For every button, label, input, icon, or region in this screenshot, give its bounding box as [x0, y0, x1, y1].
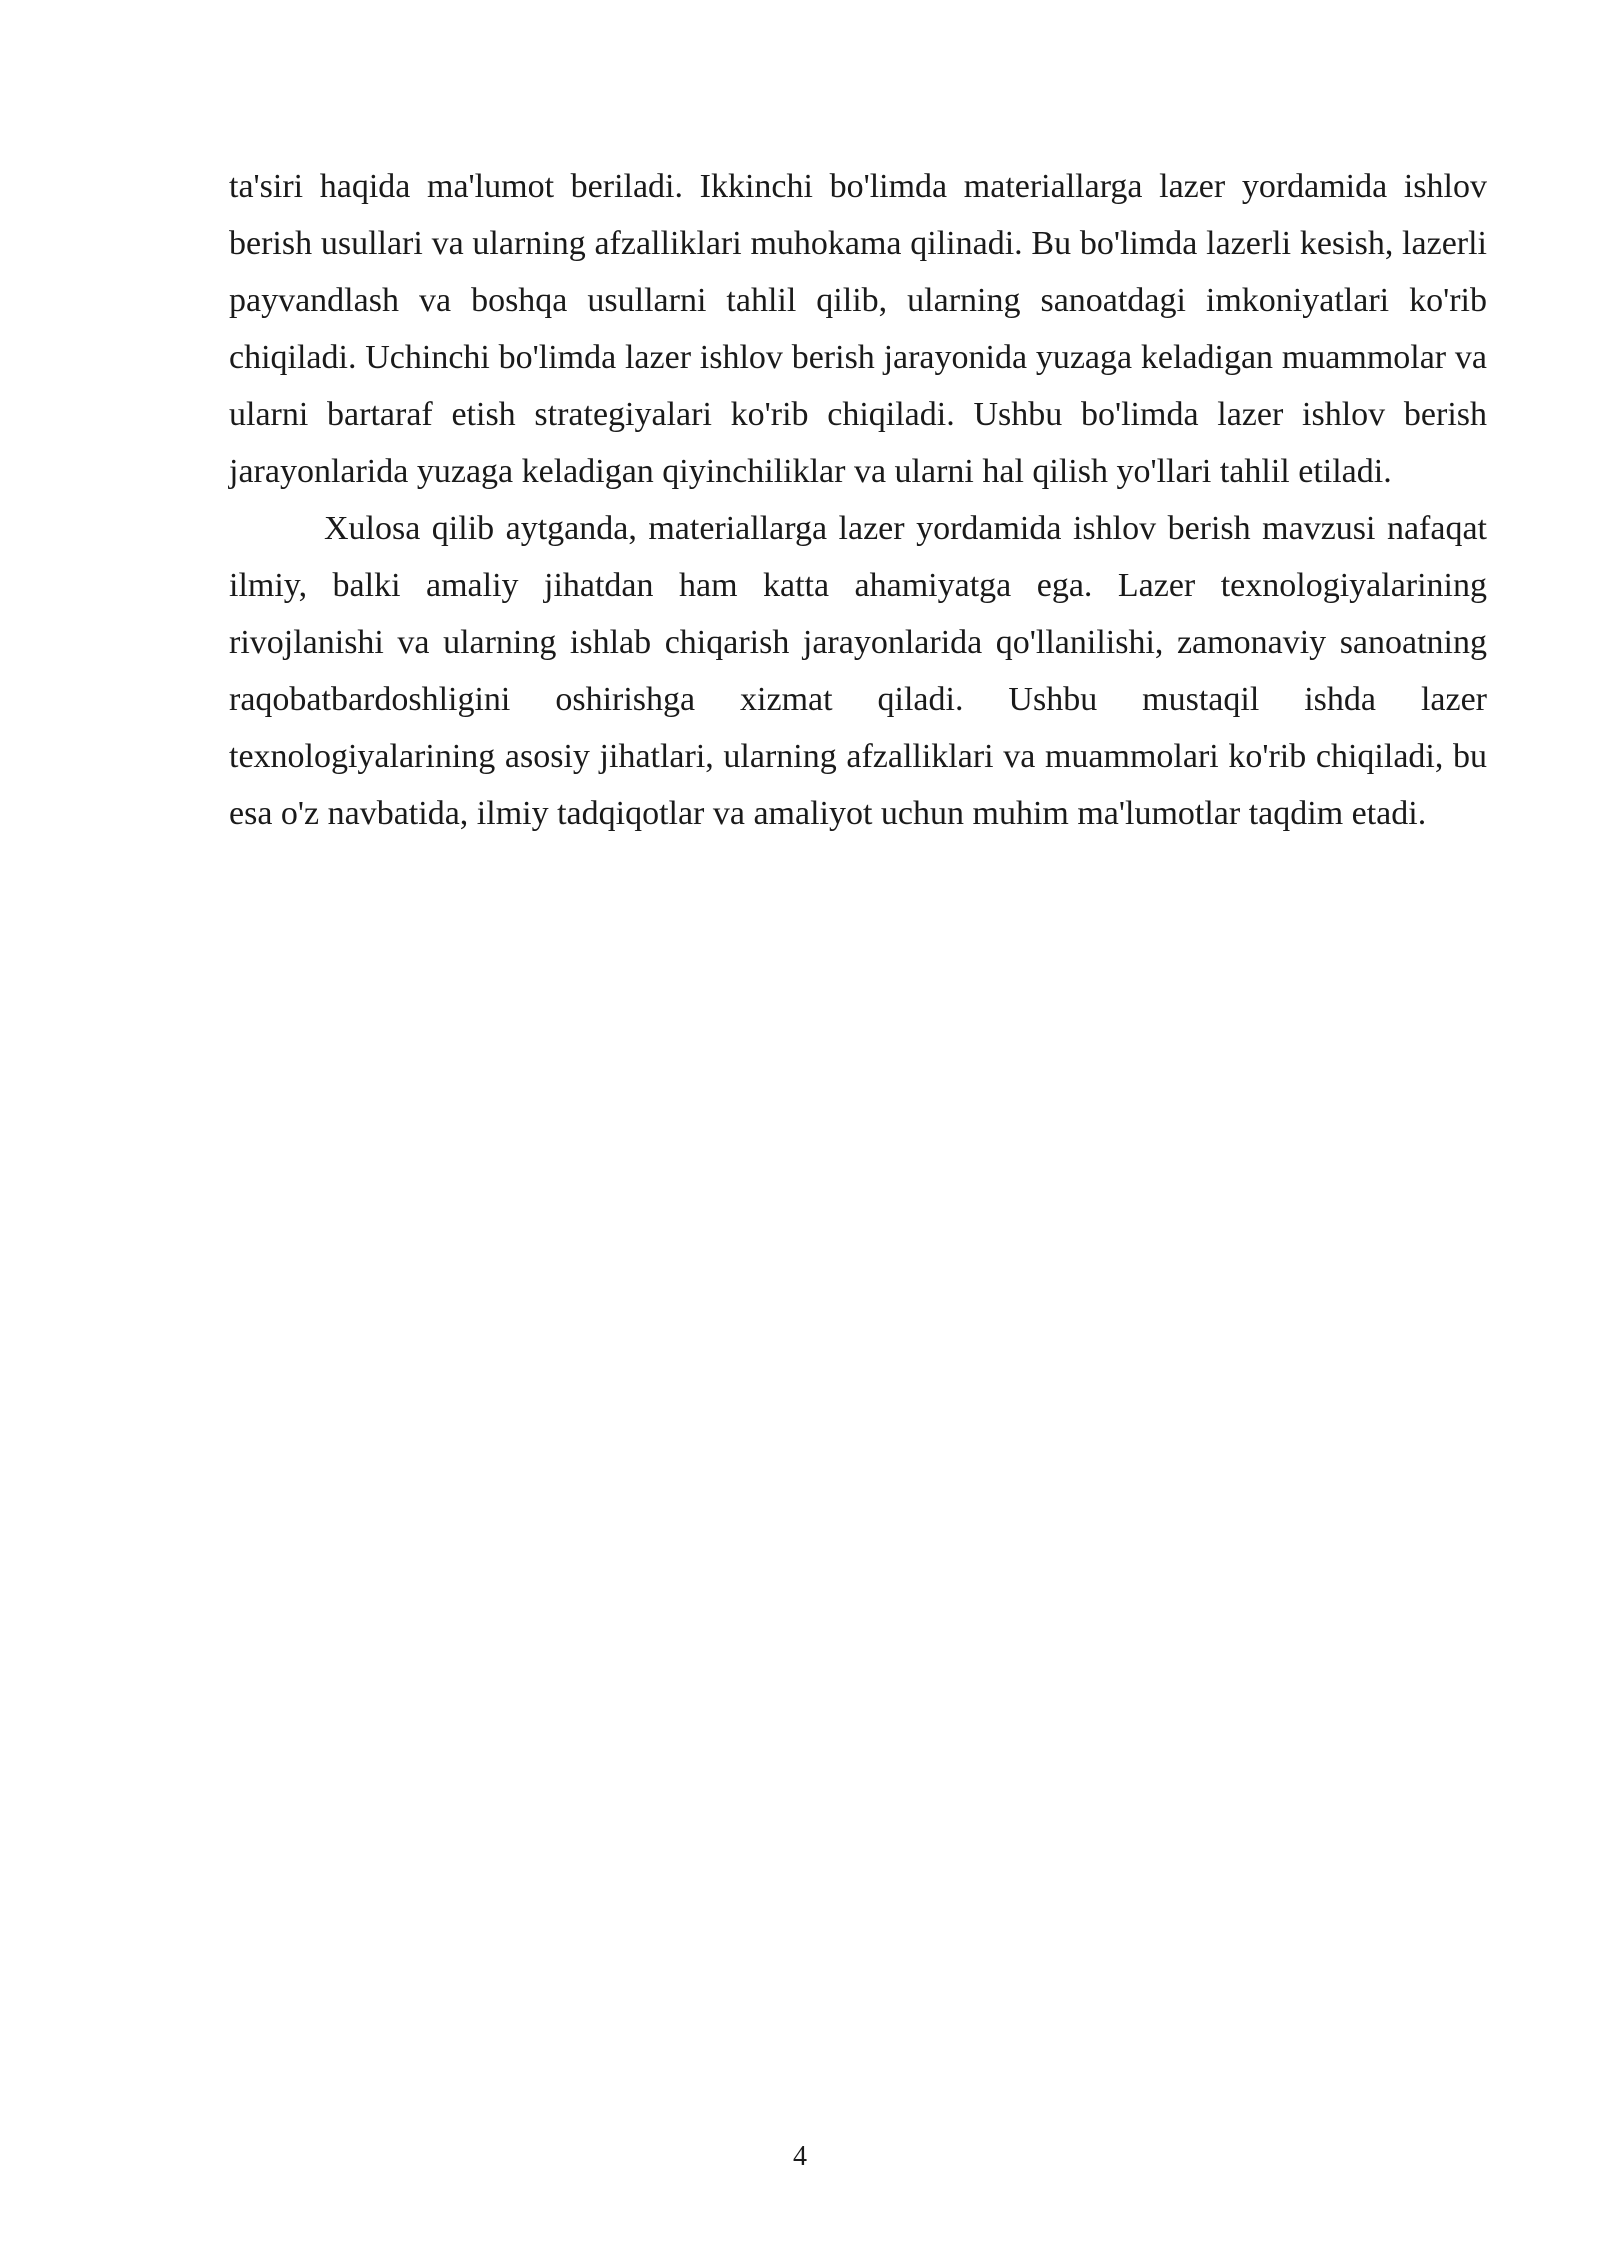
body-text — [229, 158, 1487, 842]
paragraph-conclusion: Xulosa qilib aytganda, materiallarga lazer yordamida ishlov berish mavzusi nafaqat ilmiy, balki amaliy jihatdan ham katta ahamiyatga ega. Lazer texnologiyalarining rivojlanishi va ularning ishlab chiqarish jarayonlarida qo'llanilishi, zamonaviy sanoatning raqobatbardoshligini oshirishga xizmat qiladi. Ushbu mustaqil ishda lazer texnologiyalarining asosiy jihatlari, ularning afzalliklari va muammolari ko'rib chiqiladi, bu esa o'z navbatida, ilmiy tadqiqotlar va amaliyot uchun muhim ma'lumotlar taqdim etadi. — [229, 510, 1487, 832]
page-number: 4 — [793, 2141, 807, 2172]
paragraph-continuation: ta'siri haqida ma'lumot beriladi. Ikkinchi bo'limda materiallarga lazer yordamida ishlov berish usullari va ularning afzalliklari muhokama qilinadi. Bu bo'limda lazerli kesish, lazerli payvandlash va boshqa usullarni tahlil qilib, ularning sanoatdagi imkoniyatlari ko'rib chiqiladi. Uchinchi bo'limda lazer ishlov berish jarayonida yuzaga keladigan muammolar va ularni bartaraf etish strategiyalari ko'rib chiqiladi. Ushbu bo'limda lazer ishlov berish jarayonlarida yuzaga keladigan qiyinchiliklar va ularni hal qilish yo'llari tahlil etiladi. — [229, 168, 1487, 490]
